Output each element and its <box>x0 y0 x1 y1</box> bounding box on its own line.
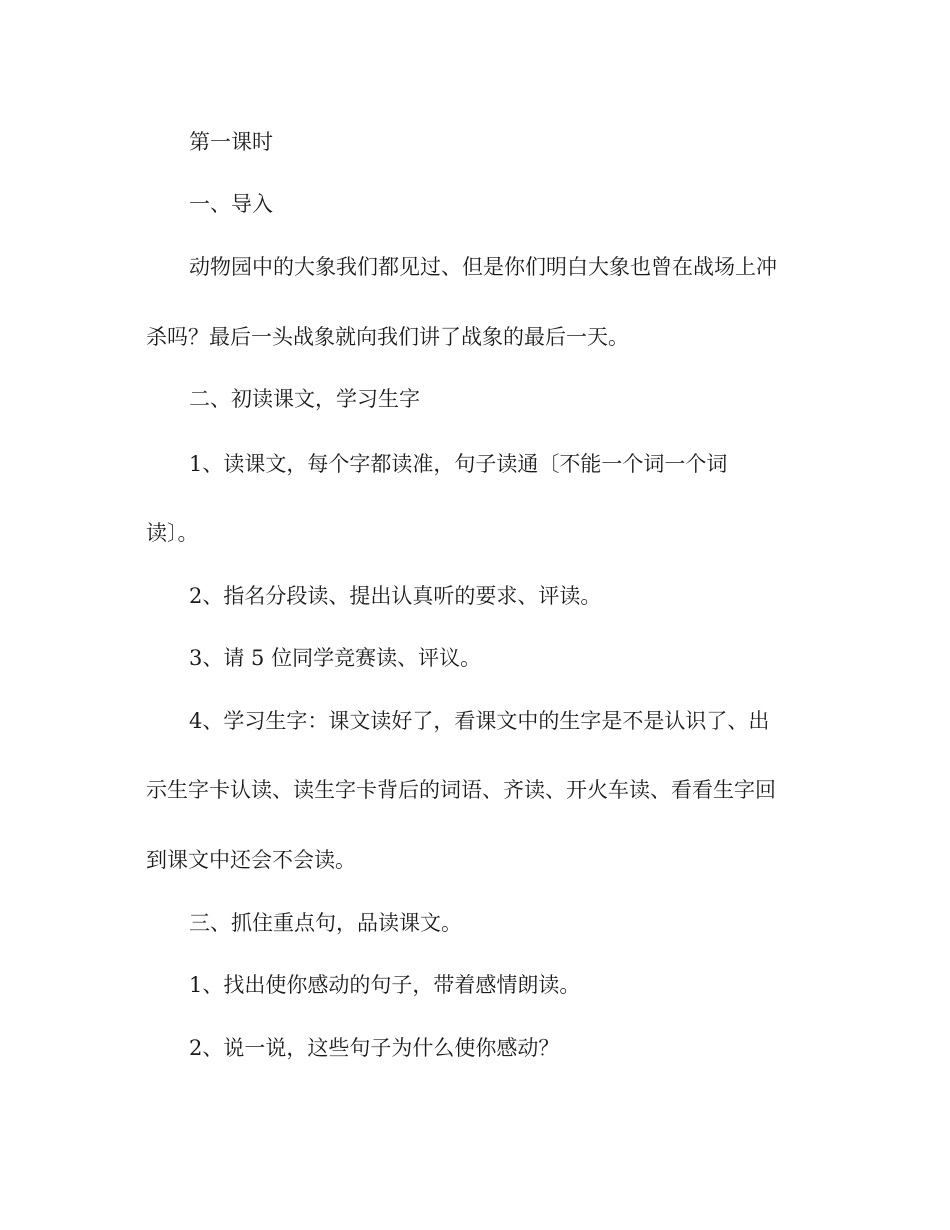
section-heading-key-sentences: 三、抓住重点句，品读课文。 <box>189 911 462 935</box>
paragraph-line: 杀吗？最后一头战象就向我们讲了战象的最后一天。 <box>146 325 629 349</box>
list-item: 3、请 5 位同学竞赛读、评议。 <box>189 646 482 670</box>
list-item: 2、说一说，这些句子为什么使你感动？ <box>189 1036 560 1060</box>
list-item: 4、学习生字：课文读好了，看课文中的生字是不是认识了、出 <box>189 709 770 733</box>
section-heading-reading: 二、初读课文，学习生字 <box>189 387 420 411</box>
lesson-period-heading: 第一课时 <box>189 130 273 154</box>
list-item-continuation: 示生字卡认读、读生字卡背后的词语、齐读、开火车读、看看生字回 <box>146 778 776 802</box>
list-item: 1、找出使你感动的句子，带着感情朗读。 <box>189 973 581 997</box>
list-item-continuation: 读〕。 <box>146 521 199 545</box>
list-item: 1、读课文，每个字都读准，句子读通〔不能一个词一个词 <box>189 452 728 476</box>
list-item: 2、指名分段读、提出认真听的要求、评读。 <box>189 584 602 608</box>
section-heading-intro: 一、导入 <box>189 192 273 216</box>
list-item-continuation: 到课文中还会不会读。 <box>146 848 356 872</box>
paragraph-line: 动物园中的大象我们都见过、但是你们明白大象也曾在战场上冲 <box>189 255 777 279</box>
